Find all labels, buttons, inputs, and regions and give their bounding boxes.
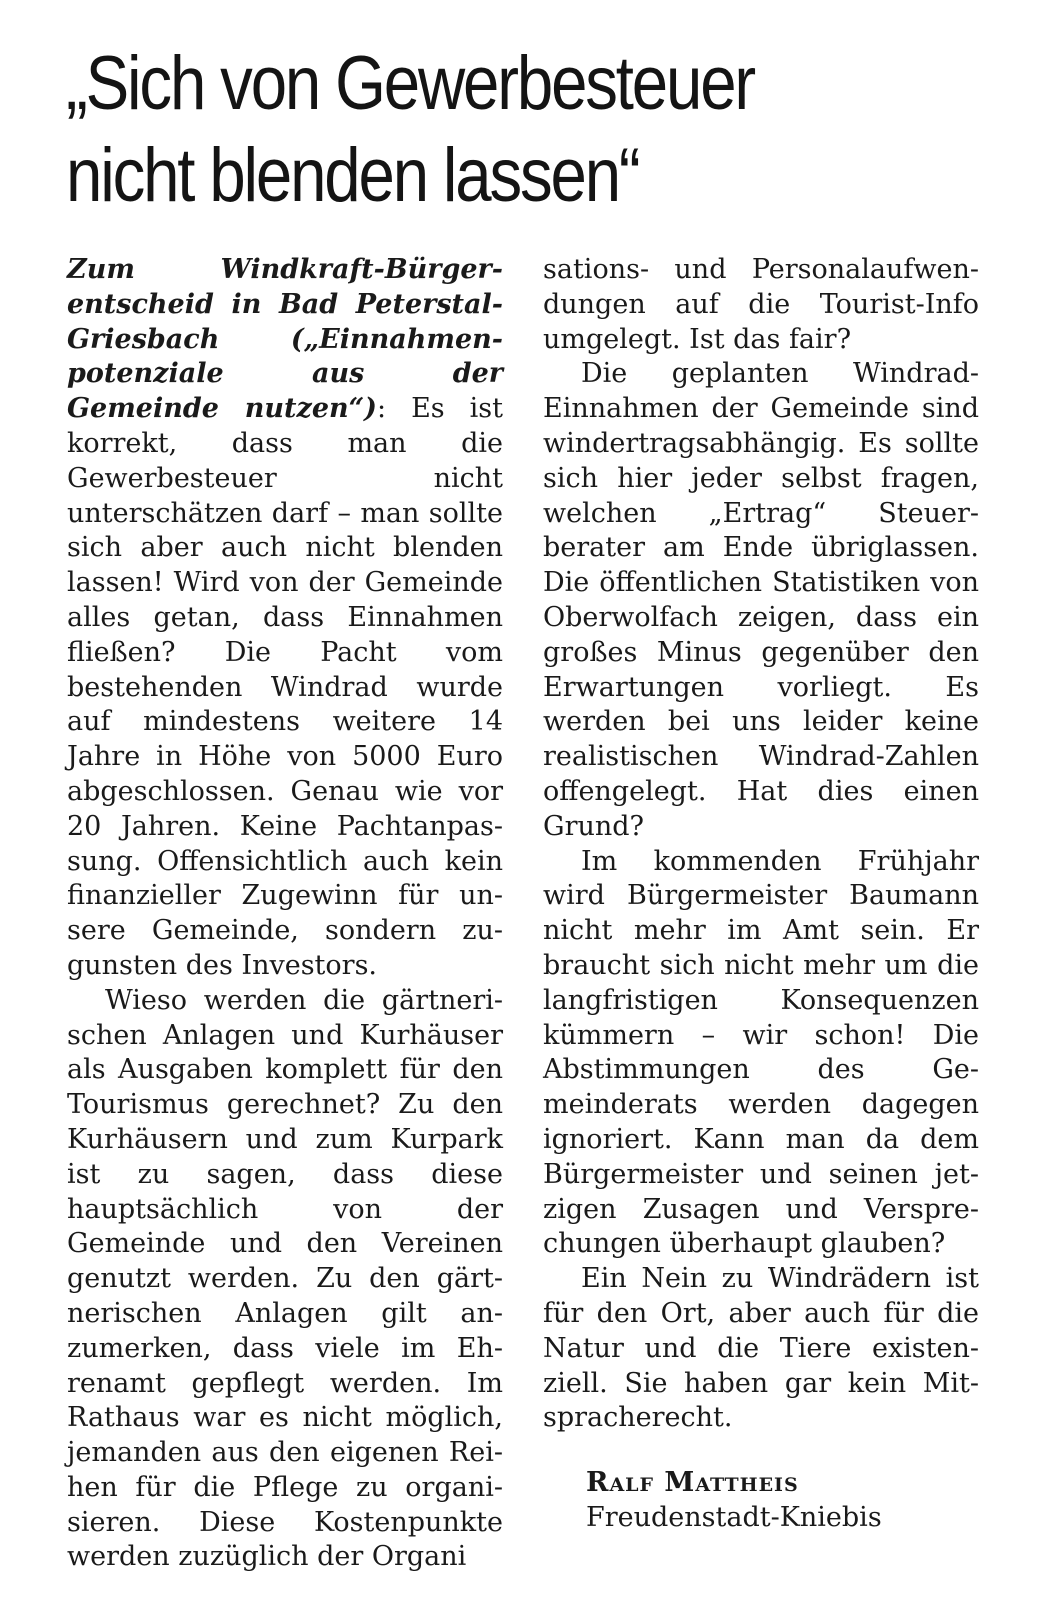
signature: [586, 1466, 882, 1536]
author-name: Ralf Mattheis: [586, 1467, 799, 1498]
column-left: [67, 253, 503, 1575]
column-right: [543, 253, 979, 1436]
headline-line-2: nicht blenden lassen“: [66, 133, 639, 218]
lead-in: Zum Windkraft-Bürgerentscheid in Bad Peterstal-Griesbach („Einnahmenpotenziale aus der Gemeinde nutzen“): [67, 254, 503, 425]
author-location: Freudenstadt-Kniebis: [586, 1501, 882, 1533]
paragraph-3: Die geplanten Windrad-Einnahmen der Gemeinde sind windertragsabhängig. Es sollte sich hier jeder selbst fragen, welchen „Ertrag“ Steuerberater am Ende übriglassen. Die öffentlichen Statistiken von Oberwolfach zeigen, dass ein großes Minus gegenüber den Erwartungen vorliegt. Es werden bei uns leider keine realistischen Windrad-Zahlen offengelegt. Hat dies einen Grund?: [543, 358, 979, 842]
paragraph-4: Im kommenden Frühjahr wird Bürgermeister Baumann nicht mehr im Amt sein. Er braucht sich nicht mehr um die langfristigen Konsequenzen kümmern – wir schon! Die Abstimmungen des Gemeinderats werden dagegen ignoriert. Kann man da dem Bürgermeister und seinen jetzigen Zusagen und Versprechungen überhaupt glauben?: [543, 845, 979, 1260]
paragraph-1: [67, 253, 503, 984]
paragraph-2-continued: sations- und Personalaufwendungen auf die Tourist-Info umgelegt. Ist das fair?: [543, 254, 979, 355]
headline: [66, 38, 866, 222]
paragraph-1-text: : Es ist korrekt, dass man die Gewerbesteuer nicht unterschätzen darf – man sollte sich aber auch nicht blenden lassen! Wird von der Gemeinde alles getan, dass Einnahmen fließen? Die Pacht vom bestehenden Windrad wurde auf mindestens weitere 14 Jahre in Höhe von 5000 Euro abgeschlossen. Genau wie vor 20 Jahren. Keine Pachtanpassung. Offensichtlich auch kein finanzieller Zugewinn für unsere Gemeinde, sondern zugunsten des Investors.: [67, 393, 503, 981]
paragraph-5: Ein Nein zu Windrädern ist für den Ort, aber auch für die Natur und die Tiere existenziell. Sie haben gar kein Mitspracherecht.: [543, 1263, 979, 1434]
headline-line-1: „Sich von Gewerbesteuer: [66, 41, 755, 126]
paragraph-2: Wieso werden die gärtnerischen Anlagen und Kurhäuser als Ausgaben komplett für den Tourismus gerechnet? Zu den Kurhäusern und zum Kurpark ist zu sagen, dass diese hauptsächlich von der Gemeinde und den Vereinen genutzt werden. Zu den gärtnerischen Anlagen gilt anzumerken, dass viele im Ehrenamt gepflegt werden. Im Rathaus war es nicht möglich, jemanden aus den eigenen Reihen für die Pflege zu organisieren. Diese Kostenpunkte werden zuzüglich der Organi: [67, 984, 503, 1573]
